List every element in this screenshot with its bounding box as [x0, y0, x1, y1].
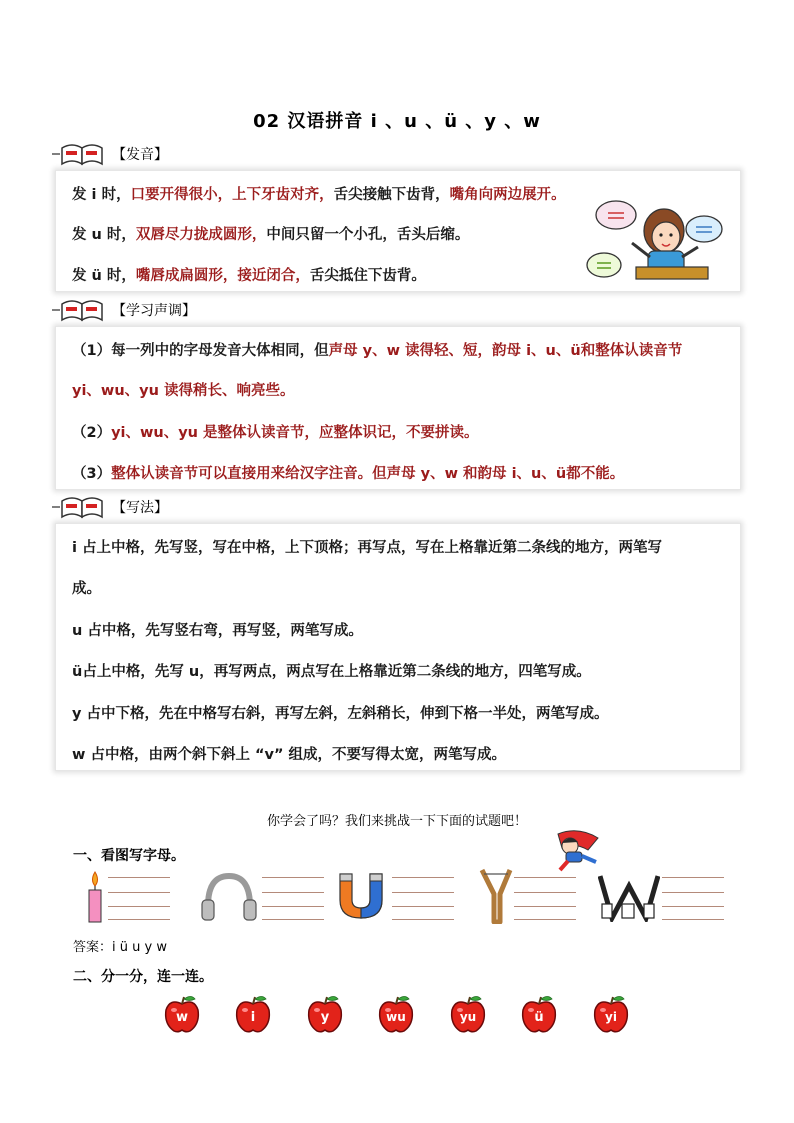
tones-line [72, 421, 479, 442]
apple-w[interactable] [162, 994, 202, 1034]
section-label: 【写法】 [112, 500, 168, 516]
section-header-writing [50, 493, 168, 519]
apple-label: yu [459, 1010, 477, 1024]
challenge-text: 你学会了吗？我们来挑战一下下面的试题吧！ [266, 814, 527, 829]
slingshot-icon [478, 868, 514, 924]
answer-value: i ü u y w [112, 940, 167, 955]
apple-ü[interactable] [519, 994, 559, 1034]
pronunciation-line [72, 264, 426, 285]
writing-line: y 占中下格，先在中格写右斜，再写左斜，左斜稍长，伸到下格一半处，两笔写成。 [72, 706, 609, 722]
handwriting-line[interactable] [662, 906, 724, 907]
text-segment: （1）每一列中的字母发音大体相同，但 [72, 343, 329, 359]
apple-i[interactable] [233, 994, 273, 1034]
handwriting-line[interactable] [108, 906, 170, 907]
pronunciation-line [72, 223, 469, 244]
handwriting-line[interactable] [514, 919, 576, 920]
text-segment: yi、wu、yu 是整体认读音节，应整体识记，不要拼读。 [111, 425, 479, 441]
handwriting-line[interactable] [392, 892, 454, 893]
writing-line: u 占中格，先写竖右弯，再写竖，两笔写成。 [72, 623, 363, 639]
tones-box [55, 326, 741, 490]
handwriting-line[interactable] [514, 877, 576, 878]
answer-label: 答案： [73, 940, 113, 955]
apple-yi[interactable] [591, 994, 631, 1034]
handwriting-line[interactable] [108, 877, 170, 878]
text-segment: 双唇尽力拢成圆形， [135, 227, 267, 243]
open-book-icon [50, 493, 110, 519]
text-segment: 舌尖抵住下齿背。 [309, 268, 426, 284]
text-segment: 嘴角向两边展开。 [449, 187, 566, 203]
tones-line [72, 462, 624, 483]
handwriting-line[interactable] [262, 877, 324, 878]
handwriting-line[interactable] [514, 892, 576, 893]
candle-icon [86, 870, 104, 924]
handwriting-line[interactable] [662, 877, 724, 878]
answer-text [73, 936, 167, 955]
apple-label: y [320, 1010, 330, 1025]
pronunciation-line [72, 183, 566, 204]
handwriting-line[interactable] [392, 919, 454, 920]
handwriting-line[interactable] [662, 892, 724, 893]
text-segment: yi、wu、yu 读得稍长、响亮些。 [72, 383, 295, 399]
handwriting-line[interactable] [262, 906, 324, 907]
text-segment: 声母 y、w 读得轻、短，韵母 i、u、ü和整体认读音节 [328, 343, 683, 359]
page-title: 02 汉语拼音 i 、u 、ü 、y 、w [253, 111, 541, 132]
tones-line [72, 379, 294, 400]
handwriting-line[interactable] [392, 906, 454, 907]
apple-label: yi [605, 1010, 617, 1024]
text-segment: 嘴唇成扁圆形，接近闭合， [135, 268, 310, 284]
section-header-tones [50, 296, 196, 322]
handwriting-line[interactable] [108, 919, 170, 920]
apple-y[interactable] [305, 994, 345, 1034]
writing-line: i 占上中格，先写竖，写在中格，上下顶格；再写点，写在上格靠近第二条线的地方，两笔写 [72, 540, 663, 556]
question-2-label: 二、分一分，连一连。 [73, 969, 213, 985]
writing-line: 成。 [72, 581, 101, 597]
handwriting-line[interactable] [108, 892, 170, 893]
handwriting-line[interactable] [262, 919, 324, 920]
apple-label: ü [534, 1010, 544, 1025]
tones-line [72, 339, 682, 360]
section-label: 【学习声调】 [112, 303, 196, 319]
writing-line: w 占中格，由两个斜下斜上 “v” 组成，不要写得太宽，两笔写成。 [72, 747, 507, 763]
writing-box [55, 523, 741, 771]
magnet-icon [336, 870, 386, 922]
text-segment: 中间只留一个小孔，舌头后缩。 [266, 227, 470, 243]
apple-label: i [250, 1010, 256, 1025]
apple-yu[interactable] [448, 994, 488, 1034]
superhero-icon [548, 828, 604, 872]
headphones-icon [198, 872, 260, 924]
open-book-icon [50, 140, 110, 166]
section-header-pronunciation [50, 140, 168, 166]
question-1-label: 一、看图写字母。 [73, 848, 185, 864]
handwriting-line[interactable] [662, 919, 724, 920]
text-segment: （3） [72, 466, 112, 482]
handwriting-line[interactable] [262, 892, 324, 893]
apple-wu[interactable] [376, 994, 416, 1034]
text-segment: 发 u 时， [72, 227, 136, 243]
text-segment: 舌尖接触下齿背， [333, 187, 450, 203]
text-segment: （2） [72, 425, 112, 441]
apple-label: wu [386, 1010, 406, 1024]
building-icon [598, 872, 660, 922]
writing-line: ü占上中格，先写 u，再写两点，两点写在上格靠近第二条线的地方，四笔写成。 [72, 664, 591, 680]
text-segment: 口要开得很小，上下牙齿对齐， [130, 187, 334, 203]
text-segment: 整体认读音节可以直接用来给汉字注音。但声母 y、w 和韵母 i、u、ü都不能。 [111, 466, 625, 482]
open-book-icon [50, 296, 110, 322]
text-segment: 发 i 时， [72, 187, 131, 203]
handwriting-line[interactable] [514, 906, 576, 907]
section-label: 【发音】 [112, 147, 168, 163]
pronunciation-box [55, 170, 741, 292]
handwriting-line[interactable] [392, 877, 454, 878]
teacher-illustration [580, 189, 730, 285]
apple-label: w [175, 1010, 189, 1025]
text-segment: 发 ü 时， [72, 268, 136, 284]
